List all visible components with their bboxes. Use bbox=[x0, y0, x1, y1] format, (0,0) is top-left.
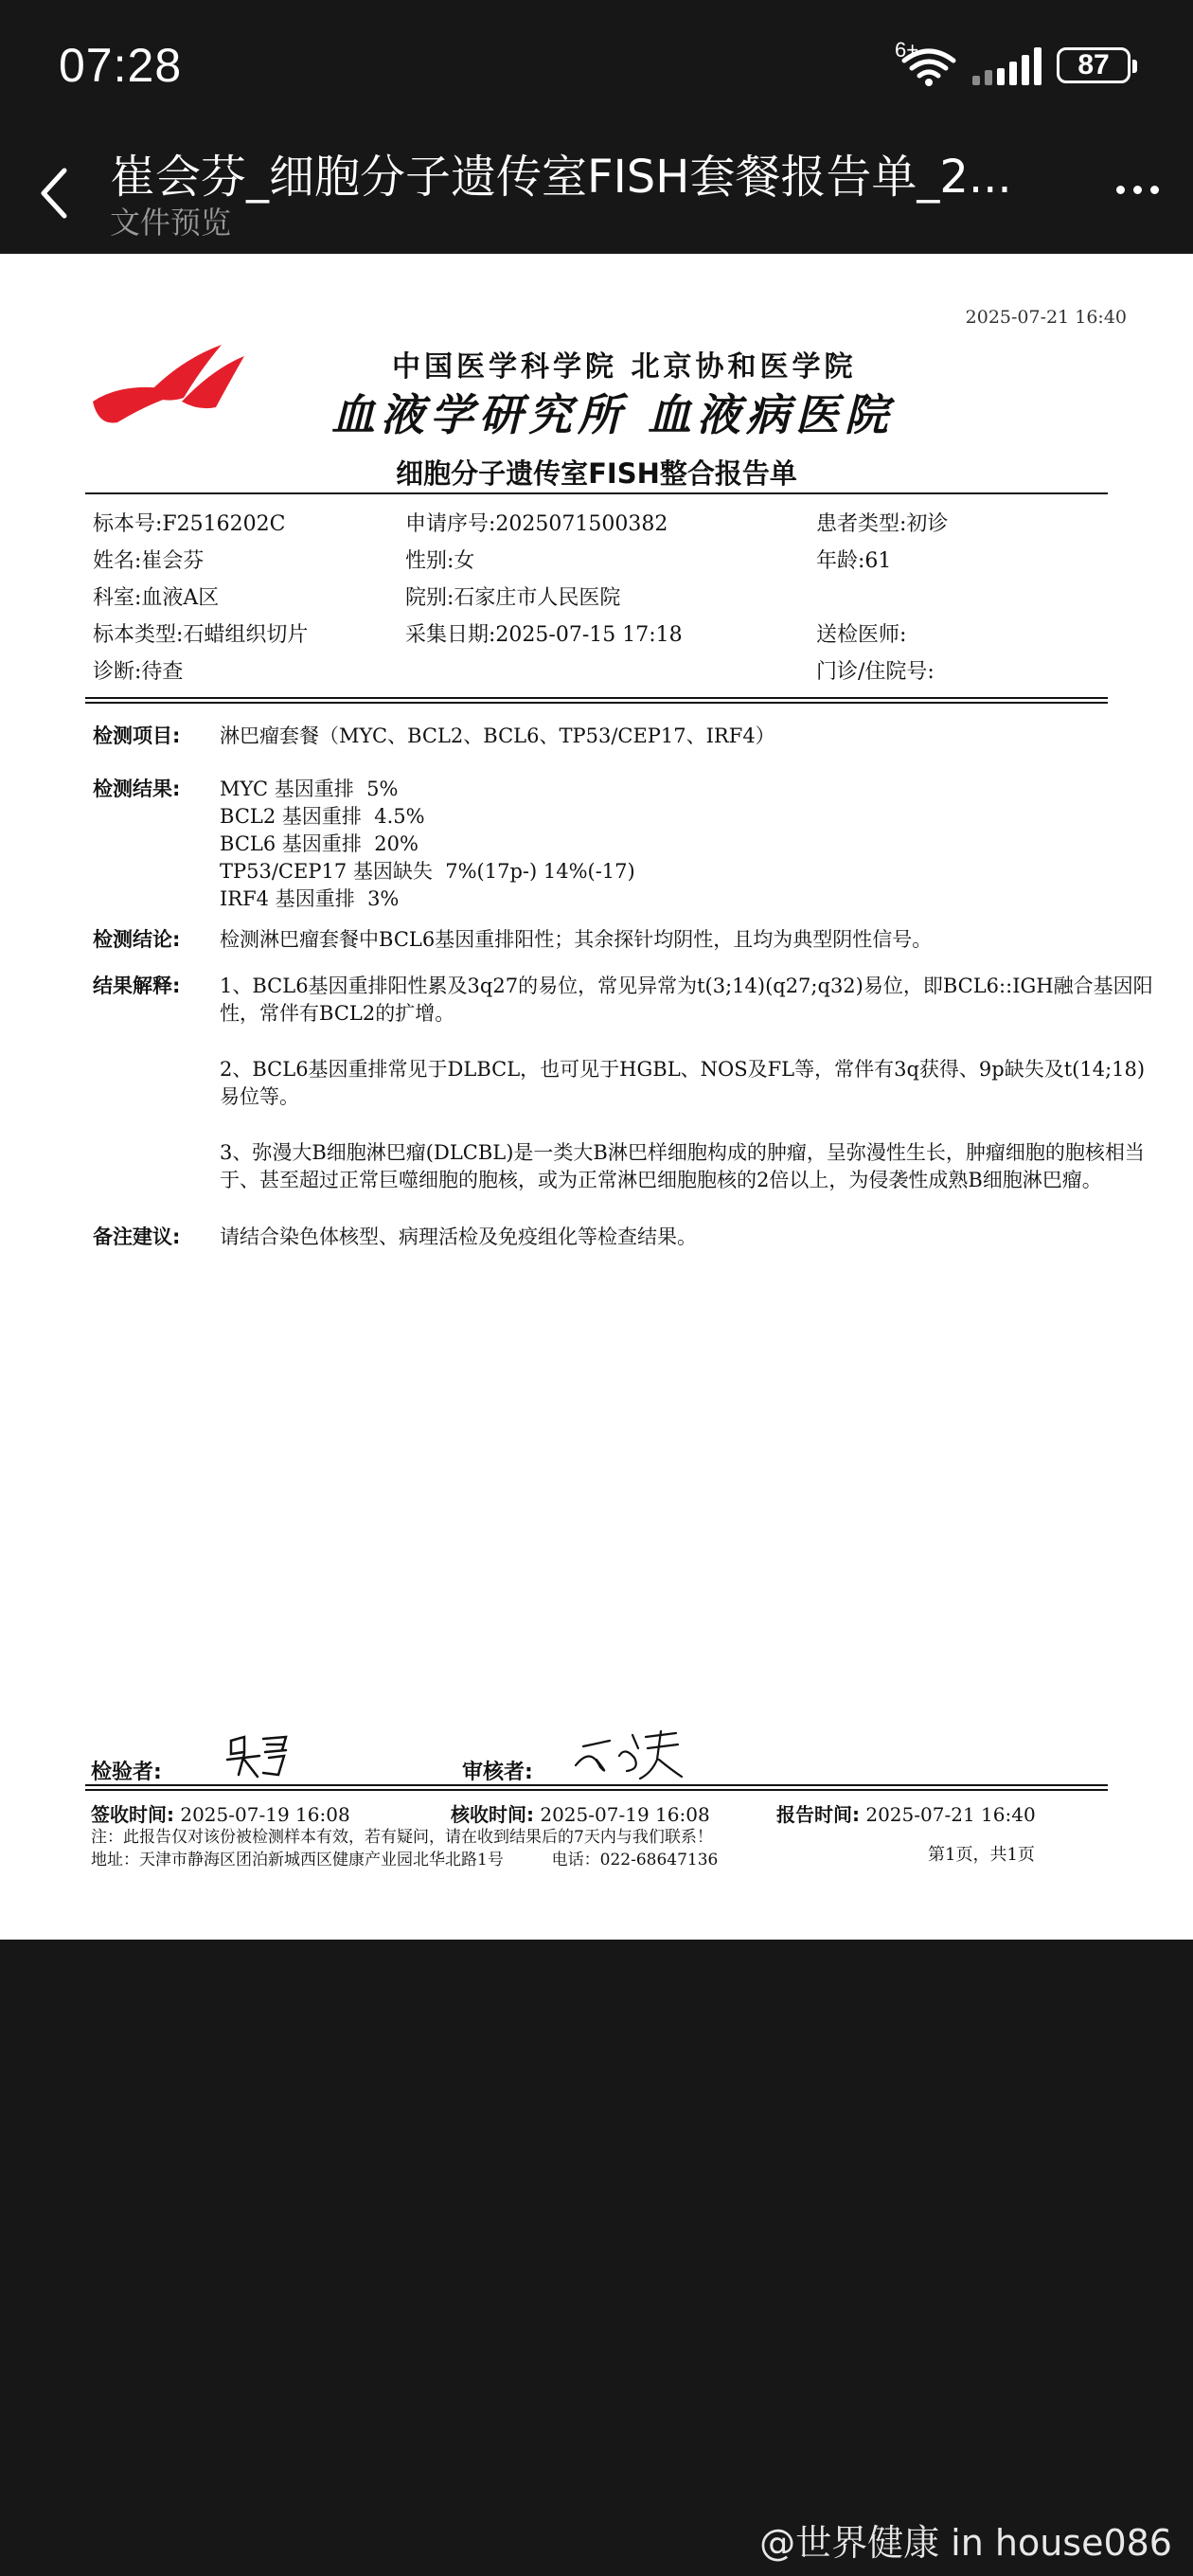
info-row bbox=[93, 655, 1115, 693]
report-time-row bbox=[776, 1799, 1036, 1827]
disclaimer-note: 注：此报告仅对该份被检测样本有效，若有疑问，请在收到结果后的7天内与我们联系！ bbox=[91, 1828, 713, 1847]
result-irf4: IRF4 基因重排 3% bbox=[220, 887, 400, 910]
inspector-label: 检验者: bbox=[91, 1761, 162, 1784]
patient-sex: 性别:女 bbox=[405, 549, 475, 573]
reviewer-label: 审核者: bbox=[462, 1761, 533, 1784]
collection-date: 采集日期:2025-07-15 17:18 bbox=[405, 623, 683, 647]
inspector-signature bbox=[225, 1731, 292, 1780]
info-row bbox=[93, 545, 1115, 582]
result-tp53: TP53/CEP17 基因缺失 7%(17p-) 14%(-17) bbox=[220, 860, 635, 883]
remarks-value: 请结合染色体核型、病理活检及免疫组化等检查结果。 bbox=[220, 1225, 697, 1248]
watermark: @世界健康 in house086 bbox=[759, 2522, 1172, 2564]
app-bar bbox=[0, 133, 1193, 254]
page-number: 第1页，共1页 bbox=[928, 1845, 1035, 1865]
status-time: 07:28 bbox=[59, 39, 183, 92]
interpretation-paragraph: 2、BCL6基因重排常见于DLBCL，也可见于HGBL、NOS及FL等，常伴有3q获得、9p缺失及t(14;18)易位等。 bbox=[220, 1058, 1146, 1108]
results-label: 检测结果: bbox=[93, 778, 181, 800]
patient-age: 年龄:61 bbox=[816, 549, 892, 573]
status-bar bbox=[0, 0, 1193, 133]
result-bcl2: BCL2 基因重排 4.5% bbox=[220, 805, 425, 828]
institution-line-2: 血液学研究所 血液病医院 bbox=[331, 389, 895, 440]
conclusion-label: 检测结论: bbox=[93, 928, 181, 951]
diagnosis: 诊断:待查 bbox=[93, 660, 184, 684]
interpretation-label: 结果解释: bbox=[93, 975, 181, 997]
footer-divider-top bbox=[85, 1784, 1108, 1786]
network-type-label: 6+ bbox=[895, 38, 919, 62]
check-time-row bbox=[451, 1799, 710, 1827]
hospital: 院别:石家庄市人民医院 bbox=[405, 586, 621, 610]
back-arrow-icon[interactable] bbox=[36, 165, 74, 222]
file-title: 崔会芬_细胞分子遗传室FISH套餐报告单_2... bbox=[110, 151, 1012, 204]
sign-time-value: 2025-07-19 16:08 bbox=[180, 1803, 350, 1826]
reviewer-signature bbox=[572, 1727, 686, 1782]
more-options-icon[interactable] bbox=[1116, 186, 1159, 194]
info-divider-top bbox=[85, 697, 1108, 699]
info-row bbox=[93, 618, 1115, 656]
patient-name: 姓名:崔会芬 bbox=[93, 549, 205, 573]
address: 地址：天津市静海区团泊新城西区健康产业园北华北路1号 bbox=[91, 1851, 504, 1869]
report-document bbox=[0, 254, 1193, 1940]
patient-type: 患者类型:初诊 bbox=[816, 512, 949, 536]
check-time-value: 2025-07-19 16:08 bbox=[540, 1803, 710, 1826]
title-divider bbox=[85, 492, 1108, 494]
info-row bbox=[93, 581, 1115, 619]
outpatient-number: 门诊/住院号: bbox=[816, 660, 935, 684]
conclusion-value: 检测淋巴瘤套餐中BCL6基因重排阳性；其余探针均阴性，且均为典型阴性信号。 bbox=[220, 928, 933, 951]
hospital-logo-icon bbox=[89, 341, 250, 432]
sign-time-label: 签收时间: bbox=[91, 1803, 174, 1826]
footer-notice bbox=[91, 1826, 718, 1871]
contact-line bbox=[91, 1849, 718, 1871]
result-bcl6: BCL6 基因重排 20% bbox=[220, 832, 418, 855]
interpretation-body bbox=[220, 973, 1157, 1223]
sign-time-row bbox=[91, 1799, 350, 1827]
specimen-type: 标本类型:石蜡组织切片 bbox=[93, 623, 309, 647]
wifi-icon bbox=[895, 38, 957, 87]
file-preview-label: 文件预览 bbox=[110, 205, 232, 241]
specimen-number: 标本号:F2516202C bbox=[93, 512, 286, 536]
info-divider-bottom bbox=[85, 702, 1108, 704]
check-time-label: 核收时间: bbox=[451, 1803, 534, 1826]
report-title: 细胞分子遗传室FISH整合报告单 bbox=[396, 457, 797, 490]
report-time-value: 2025-07-21 16:40 bbox=[865, 1803, 1036, 1826]
institution-line-1: 中国医学科学院 北京协和医学院 bbox=[392, 350, 857, 384]
signal-strength-icon bbox=[972, 45, 1042, 85]
referring-doctor: 送检医师: bbox=[816, 623, 907, 647]
phone: 电话：022-68647136 bbox=[551, 1851, 719, 1869]
interpretation-paragraph: 1、BCL6基因重排阳性累及3q27的易位，常见异常为t(3;14)(q27;q32)易位，即BCL6::IGH融合基因阳性，常伴有BCL2的扩增。 bbox=[220, 975, 1153, 1025]
info-row bbox=[93, 508, 1115, 546]
application-number: 申请序号:2025071500382 bbox=[405, 512, 668, 536]
battery-level: 87 bbox=[1077, 49, 1110, 80]
status-icons bbox=[895, 38, 1131, 87]
report-time-label: 报告时间: bbox=[776, 1803, 860, 1826]
results-list bbox=[220, 776, 1157, 913]
interpretation-paragraph: 3、弥漫大B细胞淋巴瘤(DLCBL)是一类大B淋巴样细胞构成的肿瘤，呈弥漫性生长，肿瘤细胞的胞核相当于、甚至超过正常巨噬细胞的胞核，或为正常淋巴细胞胞核的2倍以上，为侵袭性成熟B细胞淋巴瘤。 bbox=[220, 1141, 1145, 1191]
remarks-label: 备注建议: bbox=[93, 1225, 181, 1248]
test-items-label: 检测项目: bbox=[93, 724, 181, 747]
test-items-value: 淋巴瘤套餐（MYC、BCL2、BCL6、TP53/CEP17、IRF4） bbox=[220, 724, 775, 747]
battery-icon bbox=[1057, 47, 1131, 83]
print-time: 2025-07-21 16:40 bbox=[965, 307, 1127, 328]
footer-divider-bottom bbox=[85, 1789, 1108, 1791]
result-myc: MYC 基因重排 5% bbox=[220, 778, 399, 800]
department: 科室:血液A区 bbox=[93, 586, 220, 610]
